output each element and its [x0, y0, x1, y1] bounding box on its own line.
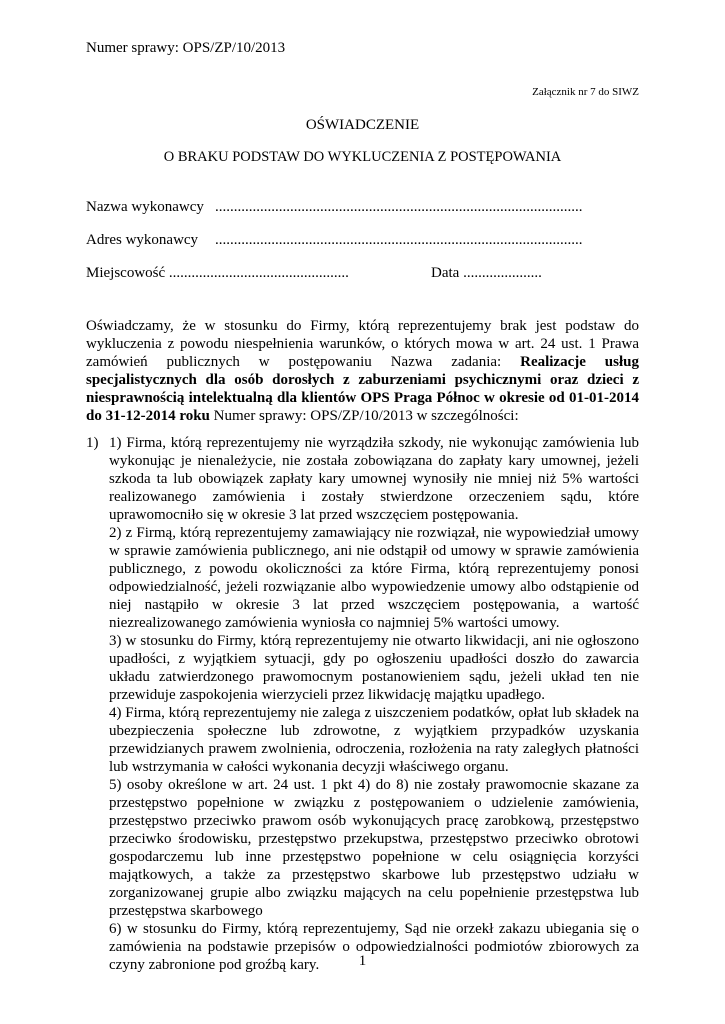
- list-marker: 1): [86, 435, 99, 451]
- contractor-name-blank: ..................................................................................................: [215, 199, 583, 215]
- place-field: [86, 265, 349, 282]
- document-title: OŚWIADCZENIE: [305, 117, 420, 133]
- place-label: Miejscowość: [86, 265, 166, 281]
- task-name: Realizacje usług specjalistycznych dla osób dorosłych z zaburzeniami psychicznymi oraz dzieci z niesprawnością intelektualną dla klientów OPS Praga Północ w okresie od 01-01-2014 do 31-12-2014 roku: [86, 354, 639, 424]
- page-number: 1: [358, 953, 367, 969]
- declaration-text-before: Oświadczamy, że w stosunku do Firmy, którą reprezentujemy brak jest podstaw do wykluczenia z powodu niespełnienia warunków, o których mowa w art. 24 ust. 1 Prawa zamówień publicznych w postępowaniu Nazwa zadania:: [86, 318, 639, 370]
- date-field: [431, 265, 542, 282]
- conditions-list: [86, 434, 639, 974]
- date-label: Data: [431, 265, 460, 281]
- contractor-address-field: [86, 232, 583, 249]
- contractor-name-field: [86, 199, 583, 216]
- document-subtitle: O BRAKU PODSTAW DO WYKLUCZENIA Z POSTĘPOWANIA: [163, 149, 562, 165]
- list-item: 1) Firma, którą reprezentujemy nie wyrządziła szkody, nie wykonując zamówienia lub wykonując je nienależycie, nie została zobowiązana do zapłaty kary umownej, jeżeli szkoda ta lub obowiązek zapłaty kary umownej wynosiły nie mniej niż 5% wartości realizowanego zamówienia i zostały stwierdzone orzeczeniem sądu, które uprawomocniło się w okresie 3 lat przed wszczęciem postępowania.: [109, 435, 639, 523]
- list-item: 2) z Firmą, którą reprezentujemy zamawiający nie rozwiązał, nie wypowiedział umowy w sprawie zamówienia publicznego, ani nie odstąpił od umowy w sprawie zamówienia publicznego, z powodu okoliczności za które Firma, którą reprezentujemy ponosi odpowiedzialność, jeżeli rozwiązanie albo wypowiedzenie umowy albo odstąpienie od niej nastąpiło w okresie 3 lat przed wszczęciem postępowania, a wartość niezrealizowanego zamówienia wyniosła co najmniej 5% wartości umowy.: [109, 525, 639, 631]
- place-blank: ................................................: [168, 265, 349, 281]
- list-item: 4) Firma, którą reprezentujemy nie zalega z uiszczeniem podatków, opłat lub składek na ubezpieczenia społeczne lub zdrowotne, z wyjątkiem przypadków uzyskania przewidzianych prawem zwolnienia, odroczenia, rozłożenia na raty zaległych płatności lub wstrzymania w całości wykonania decyzji właściwego organu.: [109, 705, 639, 775]
- attachment-label: Załącznik nr 7 do SIWZ: [532, 86, 639, 98]
- contractor-address-blank: ..................................................................................................: [215, 232, 583, 248]
- date-blank: .....................: [463, 265, 542, 281]
- list-item: 3) w stosunku do Firmy, którą reprezentujemy nie otwarto likwidacji, ani nie ogłoszono upadłości, z wyjątkiem sytuacji, gdy po ogłoszeniu upadłości doszło do zawarcia układu zatwierdzonego prawomocnym postanowieniem sądu, jeżeli układ ten nie przewiduje zaspokojenia wierzycieli przez likwidację majątku upadłego.: [109, 633, 639, 703]
- contractor-name-label: Nazwa wykonawcy: [86, 199, 204, 215]
- case-number: Numer sprawy: OPS/ZP/10/2013: [86, 40, 286, 56]
- list-item: 5) osoby określone w art. 24 ust. 1 pkt 4) do 8) nie zostały prawomocnie skazane za przestępstwo popełnione w związku z postępowaniem o udzielenie zamówienia, przestępstwo przeciwko prawom osób wykonujących pracę zarobkową, przestępstwo przeciwko środowisku, przestępstwo przekupstwa, przestępstwo przeciwko obrotowi gospodarczemu lub inne przestępstwo popełnione w celu osiągnięcia korzyści majątkowych, a także za przestępstwo skarbowe lub przestępstwo udziału w zorganizowanej grupie albo związku mających na celu popełnienie przestępstwa lub przestępstwa skarbowego: [109, 777, 639, 919]
- declaration-paragraph: [86, 317, 639, 425]
- list-item: 6) w stosunku do Firmy, którą reprezentujemy, Sąd nie orzekł zakazu ubiegania się o zamówienia na podstawie przepisów o odpowiedzialności podmiotów zbiorowych za czyny zabronione pod groźbą kary.: [109, 921, 639, 973]
- declaration-text-after: Numer sprawy: OPS/ZP/10/2013 w szczególności:: [209, 408, 519, 424]
- contractor-address-label: Adres wykonawcy: [86, 232, 199, 248]
